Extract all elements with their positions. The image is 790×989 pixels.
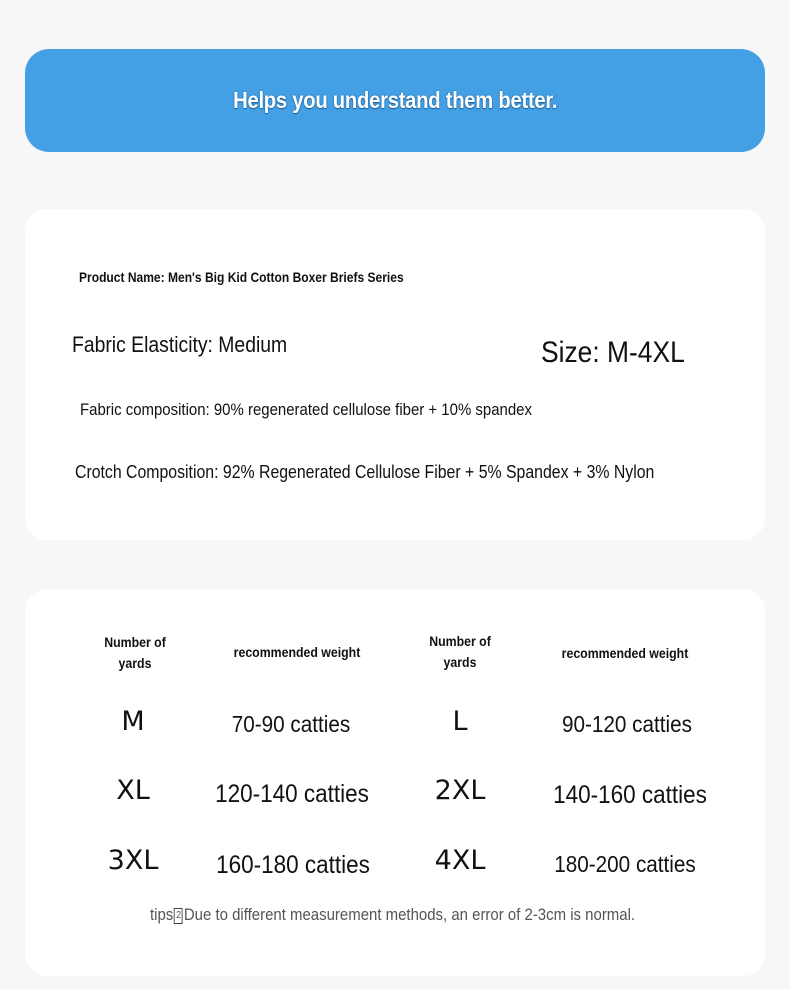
size-cell: 2XL [434, 775, 486, 806]
weight-cell: 90-120 catties [561, 711, 693, 737]
product-info-card [25, 209, 765, 540]
weight-cell: 120-140 catties [215, 780, 369, 808]
header-size-left: Number of yards [104, 634, 166, 671]
size-cell: XL [116, 775, 150, 806]
header-size-right: Number of yards [429, 633, 491, 670]
product-name: Product Name: Men's Big Kid Cotton Boxer Briefs Series [79, 269, 404, 285]
size-chart-card [25, 589, 765, 976]
header-weight-right: recommended weight [561, 645, 689, 661]
size-cell: M [121, 706, 145, 737]
header-weight-left: recommended weight [233, 644, 361, 660]
weight-cell: 180-200 catties [554, 851, 696, 877]
fabric-elasticity: Fabric Elasticity: Medium [72, 332, 288, 357]
weight-cell: 160-180 catties [216, 851, 370, 879]
header-banner [25, 49, 765, 152]
weight-cell: 140-160 catties [553, 781, 707, 809]
size-cell: 3XL [107, 845, 159, 876]
tip-marker: 2 [174, 908, 183, 924]
crotch-composition: Crotch Composition: 92% Regenerated Cellulose Fiber + 5% Spandex + 3% Nylon [75, 462, 655, 482]
fabric-composition: Fabric composition: 90% regenerated cellulose fiber + 10% spandex [80, 400, 532, 419]
banner-title: Helps you understand them better. [232, 87, 558, 113]
size-cell: 4XL [434, 845, 486, 876]
weight-cell: 70-90 catties [231, 711, 351, 737]
measurement-tip: tips 2 Due to different measurement methods, an error of 2-3cm is normal. [150, 905, 636, 924]
size-range: Size: M-4XL [541, 336, 685, 369]
size-cell: L [452, 706, 468, 737]
